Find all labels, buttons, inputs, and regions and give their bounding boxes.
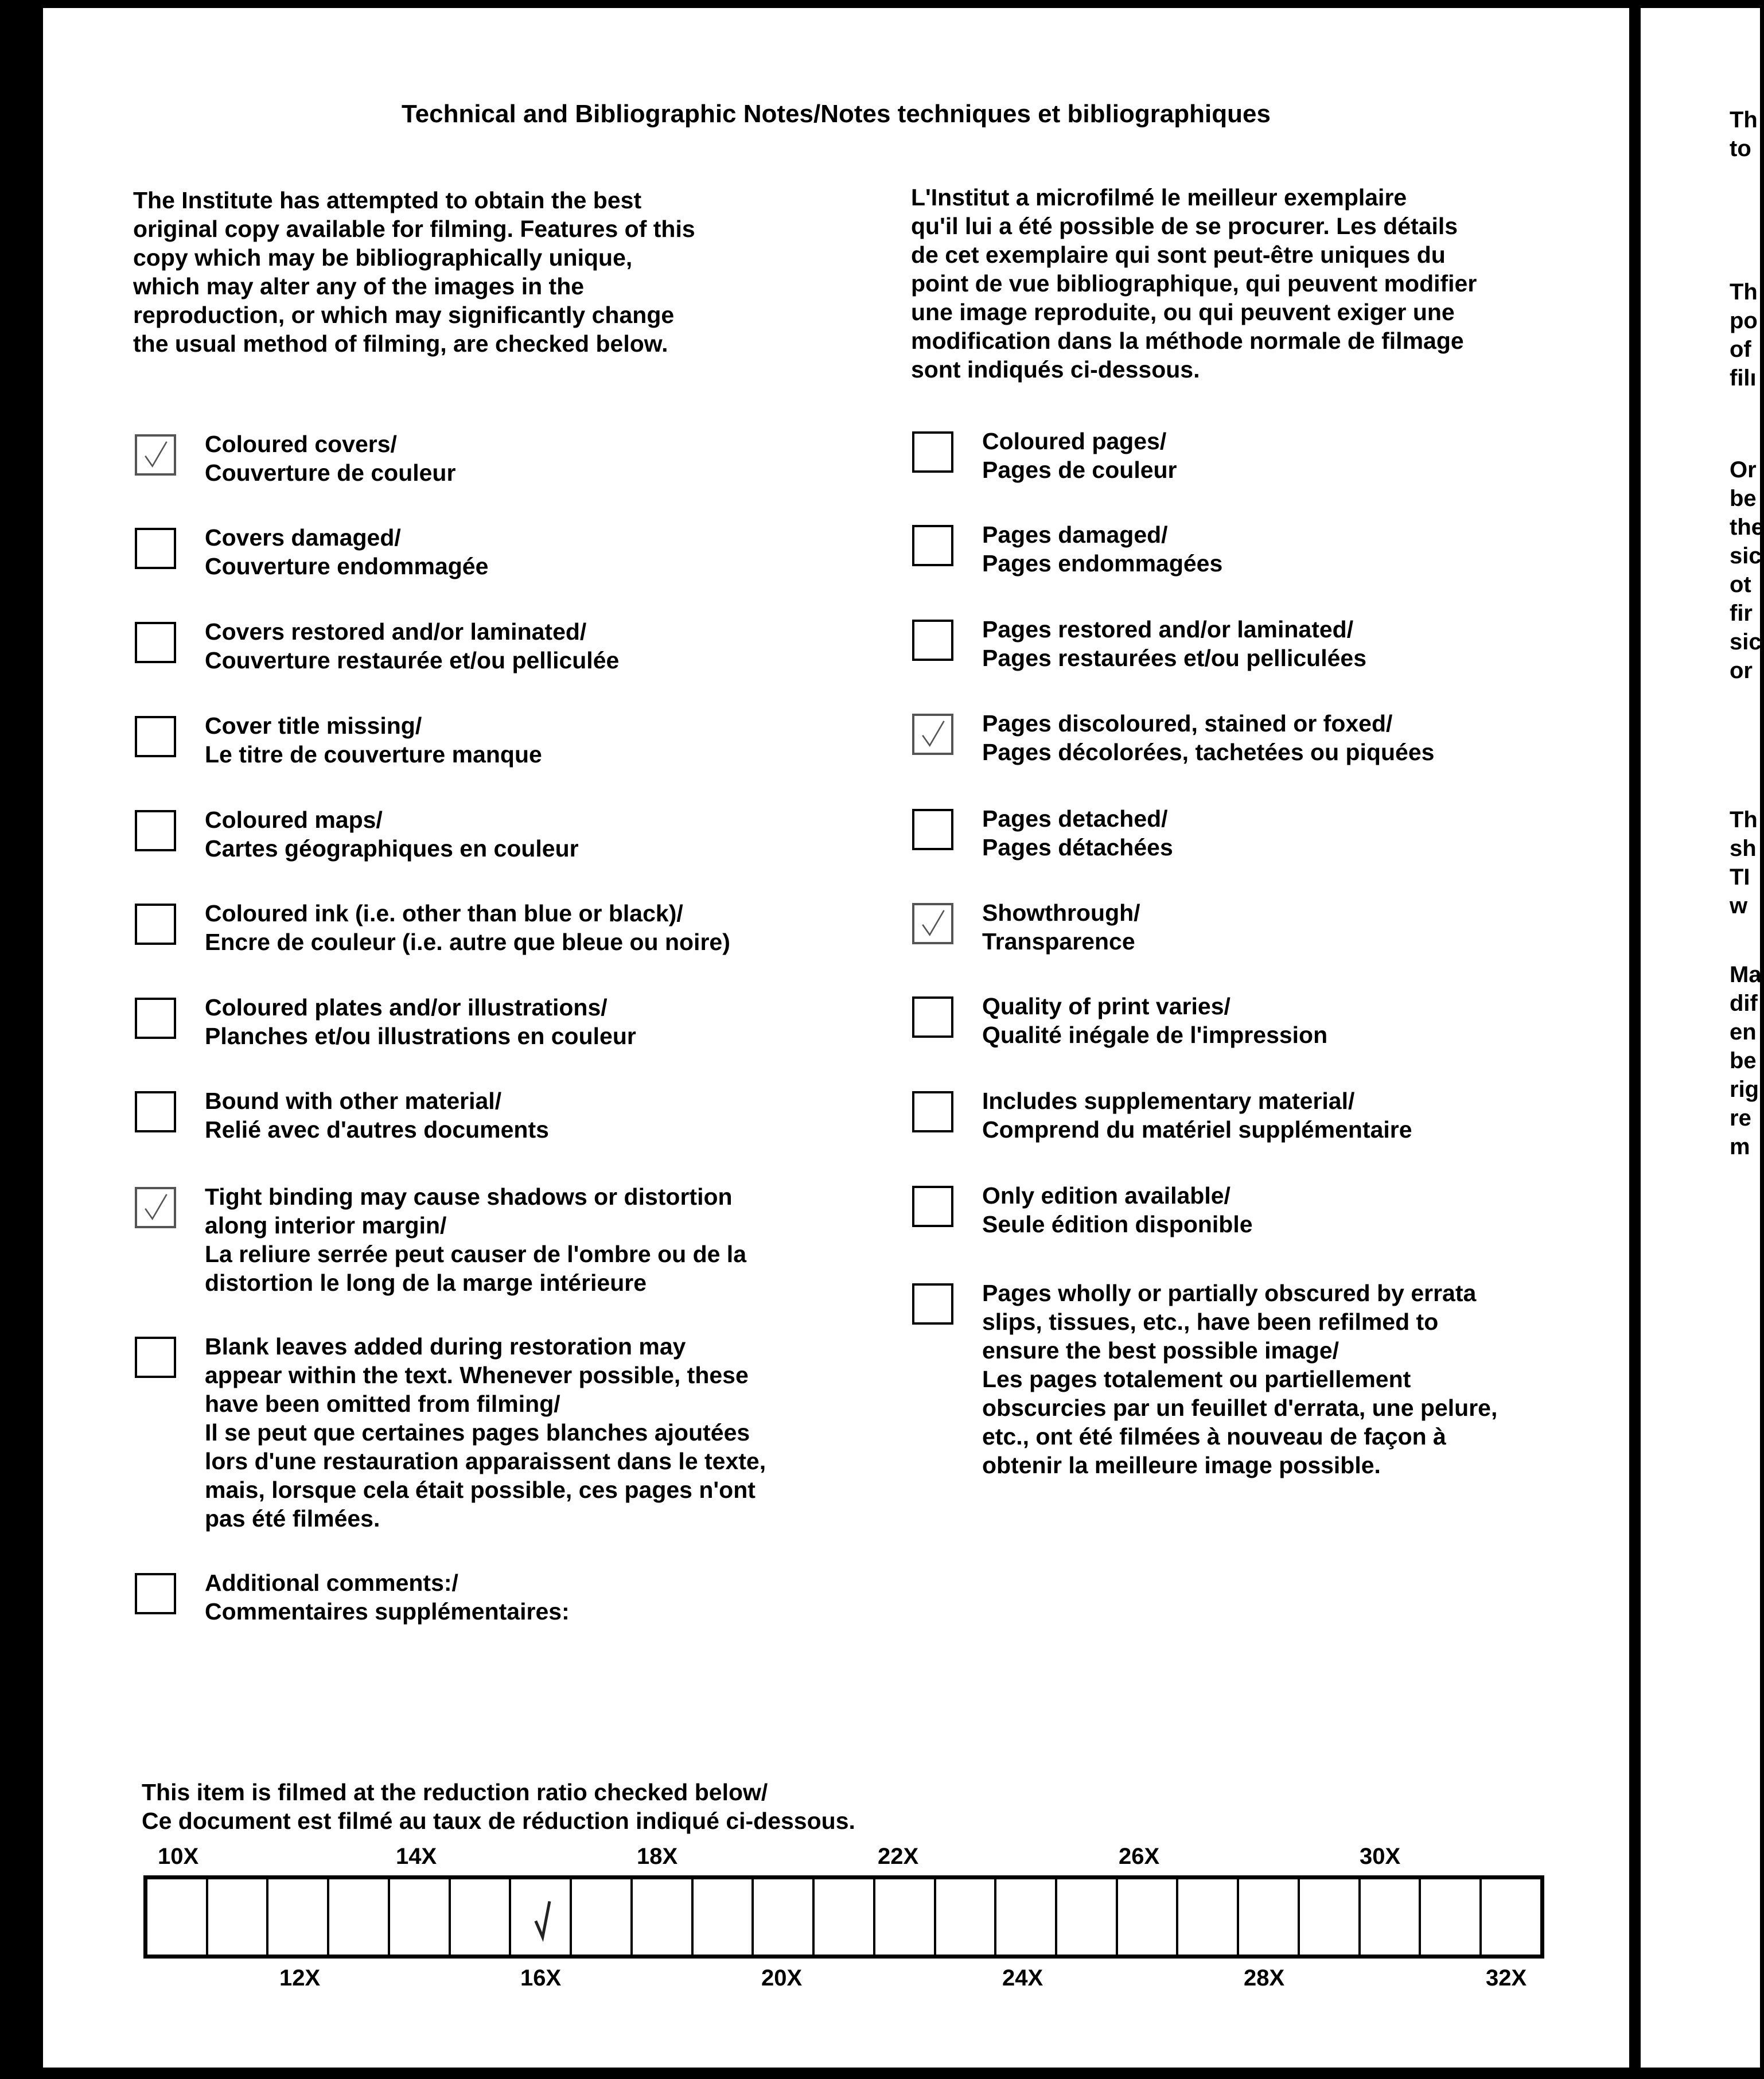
item-label xyxy=(982,1279,1497,1480)
ratio-cell[interactable] xyxy=(1057,1879,1118,1955)
ratio-label-bottom: 20X xyxy=(761,1965,803,1991)
item-label-line: Covers restored and/or laminated/ xyxy=(205,618,587,645)
item-label xyxy=(982,427,1177,484)
ratio-cell[interactable] xyxy=(1361,1879,1422,1955)
ratio-label-top: 14X xyxy=(396,1844,437,1869)
checkbox[interactable] xyxy=(912,620,953,661)
item-label-line: La reliure serrée peut causer de l'ombre ou de la xyxy=(205,1241,747,1267)
ratio-label-bottom: 28X xyxy=(1244,1965,1285,1991)
item-label-line: appear within the text. Whenever possible, these xyxy=(205,1362,749,1388)
item-label-line: Transparence xyxy=(982,928,1135,955)
item-label-line: Encre de couleur (i.e. autre que bleue ou noire) xyxy=(205,929,730,955)
checkbox-checked[interactable] xyxy=(912,714,953,755)
item-label-line: Pages endommagées xyxy=(982,550,1223,577)
ratio-cell[interactable] xyxy=(329,1879,390,1955)
item-label-line: Qualité inégale de l'impression xyxy=(982,1022,1328,1048)
ratio-cell[interactable] xyxy=(815,1879,875,1955)
item-label xyxy=(205,993,636,1050)
checkbox[interactable] xyxy=(135,904,176,945)
ratio-label-bottom: 16X xyxy=(520,1965,562,1991)
item-label xyxy=(982,1087,1412,1144)
item-label xyxy=(982,898,1140,956)
ratio-label-bottom: 12X xyxy=(279,1965,321,1991)
ratio-label-top: 10X xyxy=(158,1844,199,1869)
ratio-cell[interactable] xyxy=(1482,1879,1540,1955)
item-label-line: Pages wholly or partially obscured by errata xyxy=(982,1280,1477,1306)
intro-english: The Institute has attempted to obtain the best original copy available for filming. Features of this copy which may be bibliographically unique, which may alter any of the images in the reproduction, or which may significantly change the usual method of filming, are checked below. xyxy=(133,187,695,357)
item-label-line: Relié avec d'autres documents xyxy=(205,1116,549,1143)
item-label-line: Tight binding may cause shadows or distortion xyxy=(205,1183,733,1210)
ratio-label-top: 18X xyxy=(637,1844,678,1869)
ratio-cell[interactable] xyxy=(694,1879,754,1955)
checkbox[interactable] xyxy=(135,1091,176,1132)
fragment-block: Or be the sic ot fir sic or xyxy=(1730,457,1764,683)
adjacent-page-fragment xyxy=(1641,8,1764,2068)
item-label-line: Covers damaged/ xyxy=(205,524,401,551)
ratio-cell[interactable] xyxy=(875,1879,936,1955)
ratio-cell[interactable] xyxy=(1421,1879,1482,1955)
checkbox[interactable] xyxy=(912,1091,953,1132)
ratio-cell[interactable] xyxy=(633,1879,694,1955)
fragment-block: Th po of filı xyxy=(1730,279,1758,391)
item-label xyxy=(205,1332,766,1533)
intro-french: L'Institut a microfilmé le meilleur exemplaire qu'il lui a été possible de se procurer. Les détails de cet exemplaire qui sont peut-être uniques du point de vue bibliographique, qui peuvent modifier une image reproduite, ou qui peuvent exiger une modification dans la méthode normale de filmage sont indiqués ci-dessous. xyxy=(911,184,1477,383)
item-label-line: Cartes géographiques en couleur xyxy=(205,835,579,862)
item-label xyxy=(205,523,488,581)
item-label-line: Couverture de couleur xyxy=(205,460,456,486)
checkbox[interactable] xyxy=(912,1283,953,1325)
item-label xyxy=(982,992,1327,1049)
item-label-line: Pages détachées xyxy=(982,834,1173,861)
item-label-line: Comprend du matériel supplémentaire xyxy=(982,1116,1412,1143)
item-label-line: Pages discoloured, stained or foxed/ xyxy=(982,710,1393,737)
ratio-cell[interactable] xyxy=(208,1879,269,1955)
ratio-label-top: 22X xyxy=(878,1844,919,1869)
ratio-cell[interactable] xyxy=(572,1879,633,1955)
item-label-line: ensure the best possible image/ xyxy=(982,1337,1339,1364)
check-mark-icon xyxy=(137,437,174,473)
ratio-label-bottom: 32X xyxy=(1486,1965,1527,1991)
item-label-line: Couverture restaurée et/ou pelliculée xyxy=(205,647,620,673)
checkbox-checked[interactable] xyxy=(912,903,953,944)
item-label-line: Seule édition disponible xyxy=(982,1211,1253,1237)
ratio-cell[interactable] xyxy=(1118,1879,1179,1955)
item-label-line: Pages décolorées, tachetées ou piquées xyxy=(982,739,1435,765)
ratio-cell[interactable] xyxy=(451,1879,512,1955)
item-label-line: Pages de couleur xyxy=(982,457,1177,483)
check-mark-icon xyxy=(137,1189,174,1226)
checkbox[interactable] xyxy=(135,622,176,663)
checkbox[interactable] xyxy=(912,996,953,1038)
ratio-label-top: 26X xyxy=(1119,1844,1160,1869)
item-label xyxy=(205,805,579,863)
item-label-line: Coloured ink (i.e. other than blue or black)/ xyxy=(205,900,683,926)
checkbox-checked[interactable] xyxy=(135,1187,176,1228)
checkbox[interactable] xyxy=(135,528,176,569)
item-label-line: Couverture endommagée xyxy=(205,553,489,579)
item-label-line: Bound with other material/ xyxy=(205,1088,502,1114)
item-label-line: mais, lorsque cela était possible, ces pages n'ont xyxy=(205,1477,756,1503)
item-label-line: Coloured pages/ xyxy=(982,428,1167,454)
item-label xyxy=(205,430,455,487)
ratio-cell[interactable] xyxy=(936,1879,997,1955)
item-label-line: Coloured covers/ xyxy=(205,431,397,457)
check-mark-icon xyxy=(511,1879,570,1955)
item-label-line: Pages damaged/ xyxy=(982,521,1168,548)
check-mark-icon xyxy=(914,905,951,942)
item-label-line: Pages restored and/or laminated/ xyxy=(982,616,1354,643)
checkbox[interactable] xyxy=(912,1186,953,1227)
reduction-ratio-text: This item is filmed at the reduction ratio checked below/ Ce document est filmé au taux de réduction indiqué ci-dessous. xyxy=(142,1779,855,1834)
item-label xyxy=(205,899,730,956)
item-label-line: Pages restaurées et/ou pelliculées xyxy=(982,645,1366,671)
item-label-line: along interior margin/ xyxy=(205,1212,447,1239)
ratio-cell[interactable] xyxy=(390,1879,451,1955)
checkbox[interactable] xyxy=(135,810,176,851)
ratio-label-bottom: 24X xyxy=(1002,1965,1043,1991)
item-label xyxy=(205,1568,570,1626)
ratio-cell[interactable] xyxy=(1300,1879,1361,1955)
item-label-line: distortion le long de la marge intérieure xyxy=(205,1270,647,1296)
item-label xyxy=(982,615,1366,672)
item-label xyxy=(982,520,1222,578)
reduction-ratio-strip xyxy=(143,1875,1544,1959)
item-label-line: have been omitted from filming/ xyxy=(205,1391,560,1417)
item-label-line: slips, tissues, etc., have been refilmed to xyxy=(982,1309,1439,1335)
ratio-cell[interactable] xyxy=(268,1879,329,1955)
item-label-line: Only edition available/ xyxy=(982,1182,1230,1209)
checkbox[interactable] xyxy=(135,716,176,757)
item-label xyxy=(205,1087,549,1144)
ratio-cell[interactable] xyxy=(1178,1879,1239,1955)
item-label-line: Coloured maps/ xyxy=(205,807,383,833)
item-label-line: Blank leaves added during restoration may xyxy=(205,1333,686,1360)
page-title: Technical and Bibliographic Notes/Notes techniques et bibliographiques xyxy=(402,100,1271,128)
item-label-line: Il se peut que certaines pages blanches ajoutées xyxy=(205,1419,750,1446)
checkbox[interactable] xyxy=(912,525,953,566)
ratio-label-top: 30X xyxy=(1360,1844,1401,1869)
checkbox[interactable] xyxy=(135,998,176,1039)
item-label xyxy=(205,1182,746,1297)
item-label xyxy=(982,1181,1253,1239)
checkbox[interactable] xyxy=(912,431,953,473)
item-label-line: etc., ont été filmées à nouveau de façon à xyxy=(982,1423,1446,1450)
fragment-block: Ma dif en be rig re m xyxy=(1730,962,1762,1159)
item-label-line: Planches et/ou illustrations en couleur xyxy=(205,1023,636,1049)
item-label-line: Les pages totalement ou partiellement xyxy=(982,1366,1411,1392)
ratio-cell[interactable] xyxy=(1239,1879,1300,1955)
ratio-cell[interactable] xyxy=(147,1879,208,1955)
checkbox[interactable] xyxy=(912,809,953,850)
ratio-cell[interactable] xyxy=(511,1879,572,1955)
item-label-line: Quality of print varies/ xyxy=(982,993,1230,1019)
item-label xyxy=(205,617,619,675)
notes-page xyxy=(43,8,1629,2068)
ratio-cell[interactable] xyxy=(754,1879,815,1955)
item-label-line: Pages detached/ xyxy=(982,805,1168,832)
item-label-line: obscurcies par un feuillet d'errata, une pelure, xyxy=(982,1395,1498,1421)
item-label-line: obtenir la meilleure image possible. xyxy=(982,1452,1381,1478)
checkbox[interactable] xyxy=(135,1573,176,1614)
checkbox-checked[interactable] xyxy=(135,434,176,476)
item-label xyxy=(205,711,542,769)
item-label-line: Additional comments:/ xyxy=(205,1570,458,1596)
fragment-block: Th sh TI w xyxy=(1730,807,1758,918)
item-label-line: Cover title missing/ xyxy=(205,713,422,739)
item-label-line: Coloured plates and/or illustrations/ xyxy=(205,994,608,1021)
item-label-line: Commentaires supplémentaires: xyxy=(205,1598,570,1625)
checkbox[interactable] xyxy=(135,1337,176,1378)
item-label-line: Includes supplementary material/ xyxy=(982,1088,1355,1114)
fragment-block: Th to xyxy=(1730,107,1758,161)
item-label xyxy=(982,804,1173,862)
item-label xyxy=(982,709,1434,766)
check-mark-icon xyxy=(914,716,951,753)
item-label-line: pas été filmées. xyxy=(205,1505,380,1532)
item-label-line: Showthrough/ xyxy=(982,900,1140,926)
item-label-line: lors d'une restauration apparaissent dans le texte, xyxy=(205,1448,766,1474)
ratio-cell[interactable] xyxy=(996,1879,1057,1955)
item-label-line: Le titre de couverture manque xyxy=(205,741,542,768)
